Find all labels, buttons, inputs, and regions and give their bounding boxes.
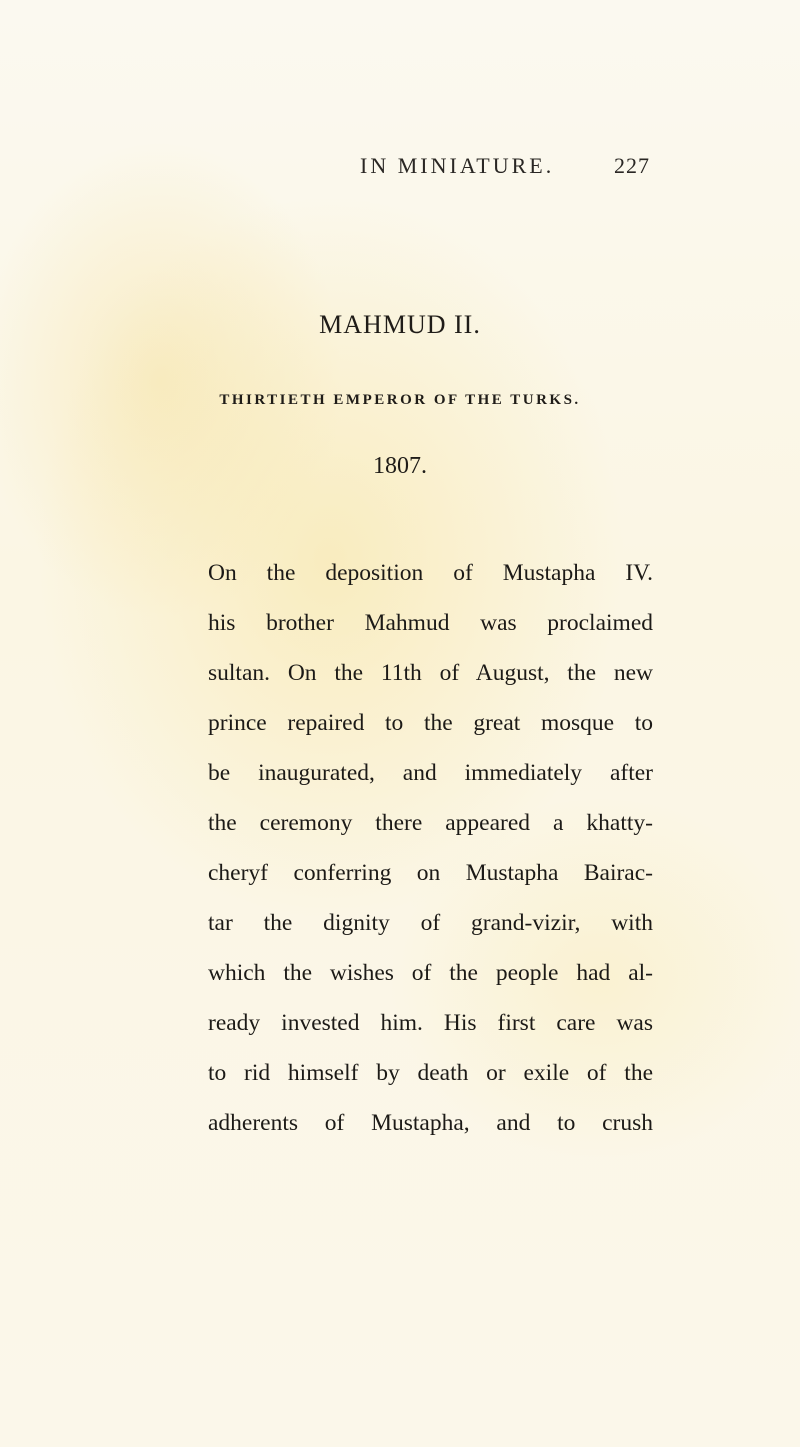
text-line: sultan. On the 11th of August, the new: [208, 660, 653, 686]
text-line: his brother Mahmud was proclaimed: [208, 610, 653, 636]
text-line: On the deposition of Mustapha IV.: [208, 560, 653, 586]
text-line: to rid himself by death or exile of the: [208, 1060, 653, 1086]
text-line: cheryf conferring on Mustapha Bairac-: [208, 860, 653, 886]
running-head-title: IN MINIATURE.: [360, 153, 555, 178]
chapter-year: 1807.: [373, 453, 427, 479]
text-line: tar the dignity of grand-vizir, with: [208, 910, 653, 936]
chapter-title: MAHMUD II.: [319, 310, 481, 339]
text-line: ready invested him. His first care was: [208, 1010, 653, 1036]
running-head: [0, 153, 800, 183]
text-line: prince repaired to the great mosque to: [208, 710, 653, 736]
text-line: adherents of Mustapha, and to crush: [208, 1110, 653, 1136]
text-line: the ceremony there appeared a khatty-: [208, 810, 653, 836]
text-line: which the wishes of the people had al-: [208, 960, 653, 986]
text-line: be inaugurated, and immediately after: [208, 760, 653, 786]
page-number: 227: [614, 153, 650, 178]
chapter-subtitle: THIRTIETH EMPEROR OF THE TURKS.: [219, 392, 581, 408]
body-paragraph: [208, 548, 653, 1148]
